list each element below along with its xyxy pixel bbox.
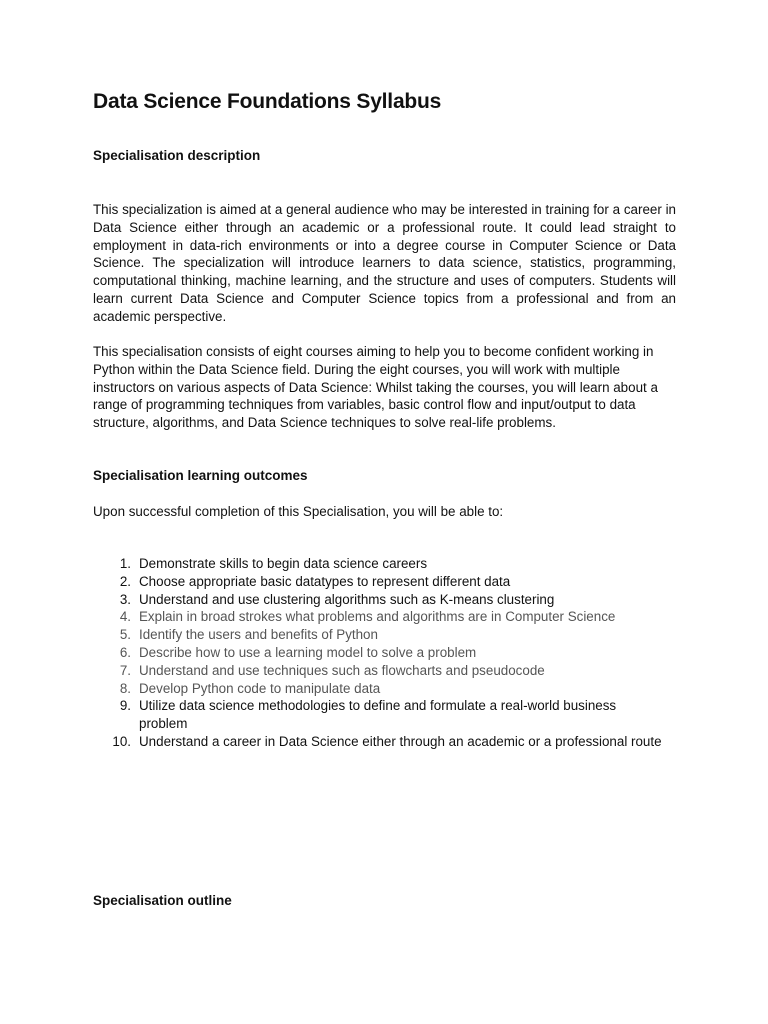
outcome-number: 9. (119, 698, 131, 714)
outcome-number: 5. (119, 627, 131, 643)
outcome-text: Identify the users and benefits of Python (139, 627, 378, 643)
description-paragraph-2: This specialisation consists of eight courses aiming to help you to become confident working in Python within the Data Science field. During the eight courses, you will work with multiple instructors on various aspects of Data Science: Whilst taking the courses, you will learn about a range of programming techniques from variables, basic control flow and input/output to data structure, algorithms, and Data Science techniques to solve real-life problems. (93, 344, 658, 431)
outcome-item (93, 573, 676, 591)
outcome-number: 10. (112, 733, 131, 749)
outcome-text: Describe how to use a learning model to solve a problem (139, 644, 477, 660)
outcome-number: 6. (119, 644, 131, 660)
outcome-number: 7. (119, 662, 131, 678)
outcome-number: 1. (119, 556, 131, 571)
outcome-text: Choose appropriate basic datatypes to represent different data (139, 573, 511, 589)
outcome-text: Understand a career in Data Science either through an academic or a professional route (139, 733, 662, 749)
outcome-item (93, 608, 676, 626)
outcome-item (93, 626, 676, 644)
outcome-text: Utilize data science methodologies to define and formulate a real-world business problem (139, 698, 617, 732)
outcome-item (93, 680, 676, 698)
outcomes-list (93, 555, 676, 751)
description-paragraph-1: This specialization is aimed at a general audience who may be interested in training for a career in Data Science either through an academic or a professional route. It could lead straight to employment in data-rich environments or into a degree course in Computer Science or Data Science. The specialization will introduce learners to data science, statistics, programming, computational thinking, machine learning, and the structure and uses of computers. Students will learn current Data Science and Computer Science topics from a professional and from an academic perspective. (93, 202, 676, 324)
outcome-item (93, 733, 676, 751)
outcome-text: Understand and use techniques such as flowcharts and pseudocode (139, 662, 545, 678)
outcome-item (93, 591, 676, 609)
outcome-text: Develop Python code to manipulate data (139, 680, 381, 696)
outcome-number: 2. (119, 573, 131, 589)
outcomes-heading: Specialisation learning outcomes (93, 468, 308, 483)
document-title: Data Science Foundations Syllabus (93, 90, 442, 113)
outcome-item (93, 662, 676, 680)
outcome-text: Explain in broad strokes what problems and algorithms are in Computer Science (139, 609, 616, 625)
outline-heading: Specialisation outline (93, 893, 232, 908)
outcome-item (93, 644, 676, 662)
outcome-text: Demonstrate skills to begin data science careers (139, 556, 428, 571)
outcome-number: 3. (119, 591, 131, 607)
description-heading: Specialisation description (93, 148, 261, 163)
outcome-text: Understand and use clustering algorithms such as K-means clustering (139, 591, 555, 607)
outcome-number: 8. (119, 680, 131, 696)
outcomes-intro: Upon successful completion of this Specialisation, you will be able to: (93, 504, 504, 519)
outcome-item (93, 555, 676, 573)
outcome-number: 4. (119, 609, 131, 625)
outcome-item (93, 697, 676, 733)
